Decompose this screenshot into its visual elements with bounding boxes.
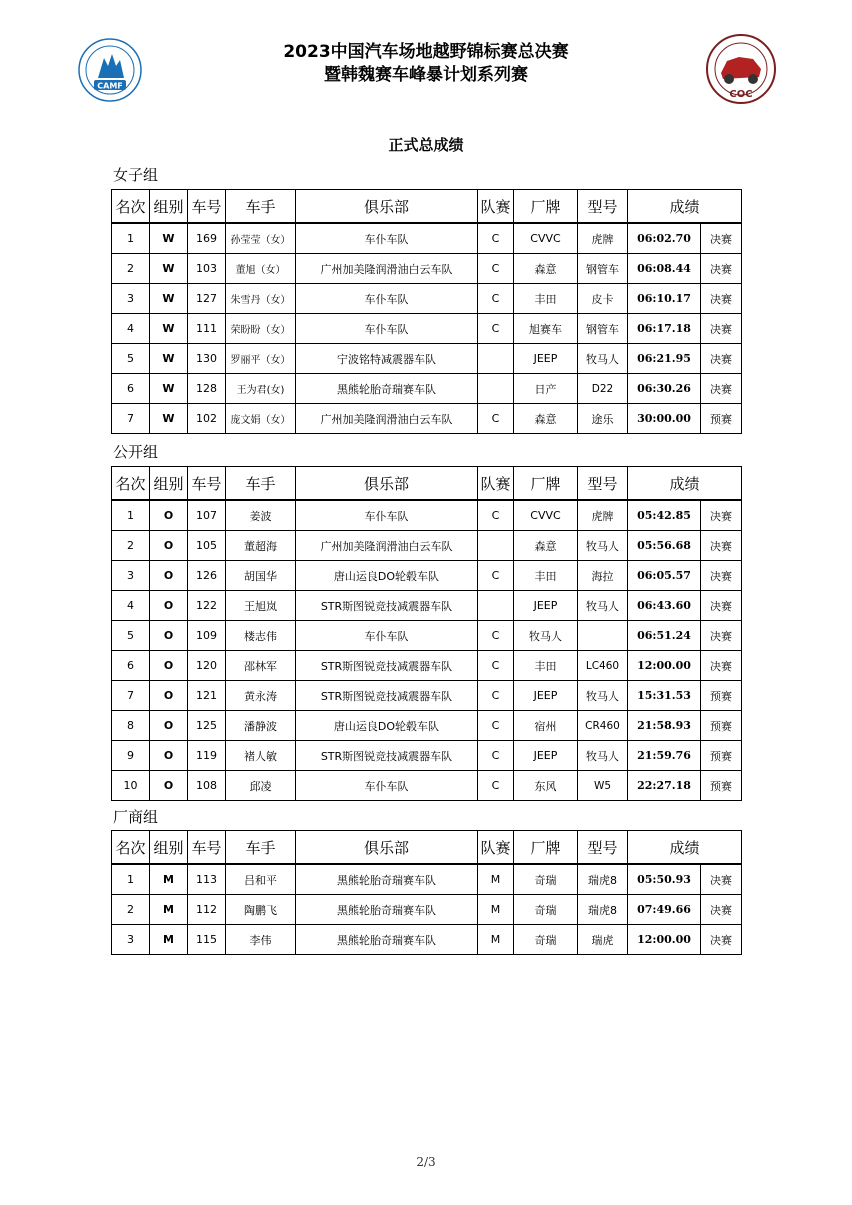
club-cell: 车仆车队 <box>296 500 478 531</box>
camf-logo-text: CAMF <box>97 81 123 91</box>
club-cell: 车仆车队 <box>296 223 478 254</box>
car-number-cell: 108 <box>188 771 226 801</box>
table-row <box>112 711 742 741</box>
stage-cell: 预赛 <box>701 681 742 711</box>
club-cell: 唐山运良DO轮毂车队 <box>296 711 478 741</box>
rank-cell: 2 <box>112 254 150 284</box>
rank-cell: 3 <box>112 284 150 314</box>
column-header: 车手 <box>226 831 296 865</box>
driver-cell: 邱凌 <box>226 771 296 801</box>
column-header: 型号 <box>578 190 628 224</box>
brand-cell: JEEP <box>514 681 578 711</box>
group-cell: W <box>150 344 188 374</box>
driver-cell: 邵林军 <box>226 651 296 681</box>
group-label-manufacturer: 厂商组 <box>113 808 159 826</box>
car-number-cell: 103 <box>188 254 226 284</box>
stage-cell: 决赛 <box>701 864 742 895</box>
club-cell: 黑熊轮胎奇瑞赛车队 <box>296 895 478 925</box>
time-cell: 05:50.93 <box>628 864 701 895</box>
club-cell: 黑熊轮胎奇瑞赛车队 <box>296 864 478 895</box>
brand-cell: JEEP <box>514 591 578 621</box>
group-cell: O <box>150 771 188 801</box>
rank-cell: 5 <box>112 344 150 374</box>
car-number-cell: 105 <box>188 531 226 561</box>
coc-logo-text: COC <box>729 89 753 100</box>
group-cell: O <box>150 500 188 531</box>
table-row <box>112 404 742 434</box>
car-number-cell: 121 <box>188 681 226 711</box>
group-cell: W <box>150 374 188 404</box>
column-header: 厂牌 <box>514 190 578 224</box>
column-header: 名次 <box>112 831 150 865</box>
car-number-cell: 107 <box>188 500 226 531</box>
group-cell: M <box>150 895 188 925</box>
column-header: 俱乐部 <box>296 190 478 224</box>
stage-cell: 预赛 <box>701 741 742 771</box>
team-cell: C <box>478 561 514 591</box>
model-cell <box>578 621 628 651</box>
car-number-cell: 125 <box>188 711 226 741</box>
team-cell: C <box>478 621 514 651</box>
time-cell: 15:31.53 <box>628 681 701 711</box>
car-number-cell: 120 <box>188 651 226 681</box>
stage-cell: 决赛 <box>701 500 742 531</box>
club-cell: 车仆车队 <box>296 621 478 651</box>
team-cell: C <box>478 404 514 434</box>
car-number-cell: 102 <box>188 404 226 434</box>
results-table-open <box>111 466 742 801</box>
time-cell: 06:08.44 <box>628 254 701 284</box>
group-cell: W <box>150 254 188 284</box>
stage-cell: 决赛 <box>701 925 742 955</box>
stage-cell: 决赛 <box>701 561 742 591</box>
group-cell: W <box>150 284 188 314</box>
column-header: 队赛 <box>478 831 514 865</box>
column-header: 车号 <box>188 467 226 501</box>
club-cell: 广州加美隆润滑油白云车队 <box>296 254 478 284</box>
time-cell: 30:00.00 <box>628 404 701 434</box>
club-cell: 宁波铭特减震器车队 <box>296 344 478 374</box>
model-cell: 皮卡 <box>578 284 628 314</box>
driver-cell: 潘静波 <box>226 711 296 741</box>
driver-cell: 王为君(女) <box>226 374 296 404</box>
driver-cell: 陶鹏飞 <box>226 895 296 925</box>
model-cell: 牧马人 <box>578 344 628 374</box>
car-number-cell: 115 <box>188 925 226 955</box>
driver-cell: 姜波 <box>226 500 296 531</box>
stage-cell: 决赛 <box>701 254 742 284</box>
brand-cell: 奇瑞 <box>514 925 578 955</box>
driver-cell: 荣盼盼（女） <box>226 314 296 344</box>
column-header: 厂牌 <box>514 831 578 865</box>
stage-cell: 决赛 <box>701 374 742 404</box>
header-row <box>112 467 742 501</box>
table-row <box>112 681 742 711</box>
column-header: 厂牌 <box>514 467 578 501</box>
group-cell: O <box>150 561 188 591</box>
driver-cell: 董超海 <box>226 531 296 561</box>
model-cell: 瑞虎8 <box>578 864 628 895</box>
column-header: 车手 <box>226 467 296 501</box>
results-subtitle: 正式总成绩 <box>388 136 464 154</box>
model-cell: 钢管车 <box>578 254 628 284</box>
model-cell: 海拉 <box>578 561 628 591</box>
rank-cell: 3 <box>112 925 150 955</box>
table-row <box>112 925 742 955</box>
group-cell: O <box>150 651 188 681</box>
time-cell: 12:00.00 <box>628 651 701 681</box>
car-number-cell: 126 <box>188 561 226 591</box>
driver-cell: 吕和平 <box>226 864 296 895</box>
model-cell: 牧马人 <box>578 741 628 771</box>
model-cell: 虎牌 <box>578 223 628 254</box>
table-row <box>112 254 742 284</box>
time-cell: 06:51.24 <box>628 621 701 651</box>
driver-cell: 楼志伟 <box>226 621 296 651</box>
car-number-cell: 122 <box>188 591 226 621</box>
table-row <box>112 591 742 621</box>
table-row <box>112 500 742 531</box>
rank-cell: 6 <box>112 374 150 404</box>
club-cell: 广州加美隆润滑油白云车队 <box>296 404 478 434</box>
group-cell: W <box>150 314 188 344</box>
title-line-1: 2023中国汽车场地越野锦标赛总决赛 <box>283 42 569 62</box>
model-cell: 牧马人 <box>578 591 628 621</box>
brand-cell: 森意 <box>514 254 578 284</box>
rank-cell: 10 <box>112 771 150 801</box>
table-row <box>112 223 742 254</box>
group-cell: W <box>150 223 188 254</box>
team-cell: M <box>478 925 514 955</box>
rank-cell: 1 <box>112 500 150 531</box>
team-cell: C <box>478 681 514 711</box>
team-cell <box>478 531 514 561</box>
stage-cell: 决赛 <box>701 895 742 925</box>
brand-cell: 奇瑞 <box>514 895 578 925</box>
club-cell: 车仆车队 <box>296 314 478 344</box>
driver-cell: 褚人敏 <box>226 741 296 771</box>
rank-cell: 2 <box>112 531 150 561</box>
time-cell: 21:59.76 <box>628 741 701 771</box>
column-header: 车号 <box>188 831 226 865</box>
brand-cell: 宿州 <box>514 711 578 741</box>
club-cell: 广州加美隆润滑油白云车队 <box>296 531 478 561</box>
table-row <box>112 621 742 651</box>
stage-cell: 决赛 <box>701 344 742 374</box>
model-cell: 钢管车 <box>578 314 628 344</box>
stage-cell: 决赛 <box>701 531 742 561</box>
driver-cell: 罗丽平（女） <box>226 344 296 374</box>
group-cell: M <box>150 925 188 955</box>
table-row <box>112 864 742 895</box>
group-cell: W <box>150 404 188 434</box>
team-cell: C <box>478 254 514 284</box>
group-cell: O <box>150 741 188 771</box>
time-cell: 06:05.57 <box>628 561 701 591</box>
car-number-cell: 113 <box>188 864 226 895</box>
team-cell: C <box>478 771 514 801</box>
results-table-manufacturer <box>111 830 742 955</box>
brand-cell: 丰田 <box>514 651 578 681</box>
stage-cell: 预赛 <box>701 404 742 434</box>
model-cell: 瑞虎 <box>578 925 628 955</box>
time-cell: 06:10.17 <box>628 284 701 314</box>
club-cell: 黑熊轮胎奇瑞赛车队 <box>296 374 478 404</box>
brand-cell: JEEP <box>514 741 578 771</box>
model-cell: LC460 <box>578 651 628 681</box>
column-header: 名次 <box>112 190 150 224</box>
brand-cell: CVVC <box>514 500 578 531</box>
club-cell: 黑熊轮胎奇瑞赛车队 <box>296 925 478 955</box>
column-header: 组别 <box>150 467 188 501</box>
column-header: 成绩 <box>628 467 742 501</box>
time-cell: 07:49.66 <box>628 895 701 925</box>
coc-logo <box>705 33 777 105</box>
time-cell: 22:27.18 <box>628 771 701 801</box>
column-header: 型号 <box>578 831 628 865</box>
group-cell: O <box>150 531 188 561</box>
driver-cell: 庞文娟（女） <box>226 404 296 434</box>
time-cell: 06:30.26 <box>628 374 701 404</box>
team-cell: C <box>478 284 514 314</box>
table-row <box>112 314 742 344</box>
page-number: 2/3 <box>416 1155 436 1169</box>
driver-cell: 孙莹莹（女） <box>226 223 296 254</box>
group-cell: O <box>150 711 188 741</box>
car-number-cell: 169 <box>188 223 226 254</box>
stage-cell: 决赛 <box>701 591 742 621</box>
team-cell: M <box>478 864 514 895</box>
brand-cell: 旭赛车 <box>514 314 578 344</box>
results-table-women <box>111 189 742 434</box>
time-cell: 12:00.00 <box>628 925 701 955</box>
brand-cell: 丰田 <box>514 561 578 591</box>
rank-cell: 1 <box>112 864 150 895</box>
title-line-2: 暨韩魏赛车峰暴计划系列赛 <box>324 65 528 85</box>
table-row <box>112 344 742 374</box>
header-row <box>112 831 742 865</box>
driver-cell: 董旭（女） <box>226 254 296 284</box>
table-row <box>112 561 742 591</box>
rank-cell: 4 <box>112 314 150 344</box>
column-header: 队赛 <box>478 467 514 501</box>
column-header: 组别 <box>150 831 188 865</box>
club-cell: STR斯图锐竞技减震器车队 <box>296 741 478 771</box>
time-cell: 06:43.60 <box>628 591 701 621</box>
model-cell: 牧马人 <box>578 531 628 561</box>
rank-cell: 2 <box>112 895 150 925</box>
club-cell: 唐山运良DO轮毂车队 <box>296 561 478 591</box>
model-cell: 瑞虎8 <box>578 895 628 925</box>
car-number-cell: 112 <box>188 895 226 925</box>
time-cell: 05:42.85 <box>628 500 701 531</box>
club-cell: STR斯图锐竞技减震器车队 <box>296 651 478 681</box>
group-cell: O <box>150 591 188 621</box>
team-cell: C <box>478 711 514 741</box>
brand-cell: CVVC <box>514 223 578 254</box>
model-cell: 虎牌 <box>578 500 628 531</box>
column-header: 俱乐部 <box>296 467 478 501</box>
driver-cell: 胡国华 <box>226 561 296 591</box>
group-cell: O <box>150 621 188 651</box>
group-cell: O <box>150 681 188 711</box>
rank-cell: 7 <box>112 404 150 434</box>
stage-cell: 决赛 <box>701 621 742 651</box>
brand-cell: 森意 <box>514 404 578 434</box>
stage-cell: 预赛 <box>701 711 742 741</box>
column-header: 成绩 <box>628 831 742 865</box>
column-header: 名次 <box>112 467 150 501</box>
model-cell: D22 <box>578 374 628 404</box>
model-cell: W5 <box>578 771 628 801</box>
team-cell: M <box>478 895 514 925</box>
car-number-cell: 127 <box>188 284 226 314</box>
driver-cell: 黄永涛 <box>226 681 296 711</box>
stage-cell: 决赛 <box>701 314 742 344</box>
model-cell: 牧马人 <box>578 681 628 711</box>
team-cell: C <box>478 651 514 681</box>
rank-cell: 9 <box>112 741 150 771</box>
driver-cell: 王旭岚 <box>226 591 296 621</box>
rank-cell: 6 <box>112 651 150 681</box>
team-cell <box>478 591 514 621</box>
column-header: 车手 <box>226 190 296 224</box>
column-header: 成绩 <box>628 190 742 224</box>
team-cell: C <box>478 223 514 254</box>
rank-cell: 5 <box>112 621 150 651</box>
group-label-open: 公开组 <box>113 443 159 461</box>
car-number-cell: 128 <box>188 374 226 404</box>
table-row <box>112 531 742 561</box>
car-number-cell: 130 <box>188 344 226 374</box>
time-cell: 21:58.93 <box>628 711 701 741</box>
rank-cell: 4 <box>112 591 150 621</box>
rank-cell: 3 <box>112 561 150 591</box>
brand-cell: JEEP <box>514 344 578 374</box>
stage-cell: 决赛 <box>701 284 742 314</box>
rank-cell: 8 <box>112 711 150 741</box>
group-label-women: 女子组 <box>113 166 159 184</box>
club-cell: STR斯图锐竞技减震器车队 <box>296 681 478 711</box>
team-cell <box>478 374 514 404</box>
column-header: 组别 <box>150 190 188 224</box>
brand-cell: 奇瑞 <box>514 864 578 895</box>
model-cell: CR460 <box>578 711 628 741</box>
stage-cell: 决赛 <box>701 651 742 681</box>
car-number-cell: 119 <box>188 741 226 771</box>
team-cell: C <box>478 741 514 771</box>
brand-cell: 森意 <box>514 531 578 561</box>
car-number-cell: 111 <box>188 314 226 344</box>
team-cell <box>478 344 514 374</box>
column-header: 型号 <box>578 467 628 501</box>
table-row <box>112 284 742 314</box>
stage-cell: 预赛 <box>701 771 742 801</box>
car-number-cell: 109 <box>188 621 226 651</box>
table-row <box>112 895 742 925</box>
brand-cell: 牧马人 <box>514 621 578 651</box>
time-cell: 05:56.68 <box>628 531 701 561</box>
table-row <box>112 771 742 801</box>
brand-cell: 丰田 <box>514 284 578 314</box>
column-header: 队赛 <box>478 190 514 224</box>
driver-cell: 朱雪丹（女） <box>226 284 296 314</box>
team-cell: C <box>478 500 514 531</box>
time-cell: 06:02.70 <box>628 223 701 254</box>
club-cell: 车仆车队 <box>296 284 478 314</box>
time-cell: 06:17.18 <box>628 314 701 344</box>
club-cell: 车仆车队 <box>296 771 478 801</box>
group-cell: M <box>150 864 188 895</box>
stage-cell: 决赛 <box>701 223 742 254</box>
rank-cell: 1 <box>112 223 150 254</box>
brand-cell: 东风 <box>514 771 578 801</box>
column-header: 俱乐部 <box>296 831 478 865</box>
column-header: 车号 <box>188 190 226 224</box>
table-row <box>112 741 742 771</box>
club-cell: STR斯图锐竞技减震器车队 <box>296 591 478 621</box>
header-row <box>112 190 742 224</box>
team-cell: C <box>478 314 514 344</box>
brand-cell: 日产 <box>514 374 578 404</box>
table-row <box>112 374 742 404</box>
table-row <box>112 651 742 681</box>
driver-cell: 李伟 <box>226 925 296 955</box>
rank-cell: 7 <box>112 681 150 711</box>
model-cell: 途乐 <box>578 404 628 434</box>
time-cell: 06:21.95 <box>628 344 701 374</box>
